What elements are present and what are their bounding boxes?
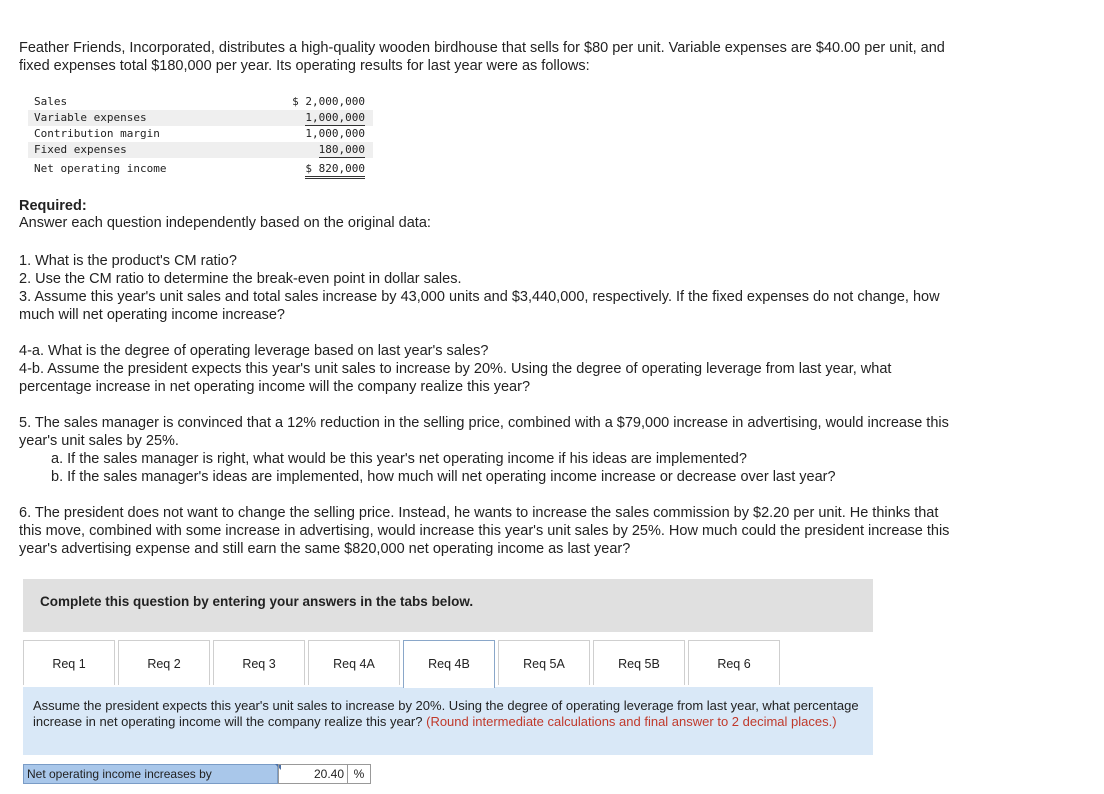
question-1: 1. What is the product's CM ratio? <box>19 253 237 269</box>
statement-row-fixed-expenses <box>28 142 373 158</box>
tab-question-text: Assume the president expects this year's unit sales to increase by 20%. Using the degree of operating leverage from last year, what percentage increase in net operating income will the company realize this year? <box>33 698 859 729</box>
statement-value: 1,000,000 <box>305 111 365 124</box>
question-6: 6. The president does not want to change the selling price. Instead, he wants to increase the sales commission by $2.20 per unit. He thinks that this move, combined with some increase in advertising, would increase this year's unit sales by 25%. How much could the president increase this year's advertising expense and still earn the same $820,000 net operating income as last year? <box>19 505 950 557</box>
statement-label: Net operating income <box>34 162 167 175</box>
tab-req-4b[interactable]: Req 4B <box>403 640 495 688</box>
question-4a: 4-a. What is the degree of operating leverage based on last year's sales? <box>19 343 489 359</box>
question-3: 3. Assume this year's unit sales and total sales increase by 43,000 units and $3,440,000, respectively. If the fixed expenses do not change, how much will net operating income increase? <box>19 289 940 323</box>
statement-label: Fixed expenses <box>34 143 127 156</box>
statement-label: Contribution margin <box>34 127 160 140</box>
question-5a: a. If the sales manager is right, what would be this year's net operating income if his ideas are implemented? <box>51 451 747 467</box>
tab-req-2[interactable]: Req 2 <box>118 640 210 685</box>
statement-value: 180,000 <box>318 143 365 156</box>
statement-value: 1,000,000 <box>305 127 365 140</box>
required-heading: Required: <box>19 198 87 214</box>
statement-row-net-operating-income <box>28 161 373 177</box>
tab-req-5b[interactable]: Req 5B <box>593 640 685 685</box>
tab-content <box>23 687 873 755</box>
tab-req-1[interactable]: Req 1 <box>23 640 115 685</box>
statement-row-sales <box>28 94 373 110</box>
rounding-note: (Round intermediate calculations and final answer to 2 decimal places.) <box>426 714 837 729</box>
question-5b: b. If the sales manager's ideas are implemented, how much will net operating income increase or decrease over last year? <box>51 469 836 485</box>
tab-req-5a[interactable]: Req 5A <box>498 640 590 685</box>
tab-req-6[interactable]: Req 6 <box>688 640 780 685</box>
question-5: 5. The sales manager is convinced that a 12% reduction in the selling price, combined with a $79,000 increase in advertising, would increase this year's unit sales by 25%. <box>19 415 949 449</box>
tab-req-3[interactable]: Req 3 <box>213 640 305 685</box>
statement-value: $ 2,000,000 <box>292 95 365 108</box>
answer-label: Net operating income increases by <box>23 764 278 784</box>
statement-label: Variable expenses <box>34 111 147 124</box>
statement-row-contribution-margin <box>28 126 373 142</box>
instruction-panel <box>23 579 873 632</box>
tab-question <box>33 698 863 730</box>
required-subtitle: Answer each question independently based on the original data: <box>19 215 431 231</box>
question-2: 2. Use the CM ratio to determine the break-even point in dollar sales. <box>19 271 462 287</box>
statement-label: Sales <box>34 95 68 108</box>
requirement-tabs <box>23 640 873 687</box>
problem-intro: Feather Friends, Incorporated, distributes a high-quality wooden birdhouse that sells for $80 per unit. Variable expenses are $40.00 per unit, and fixed expenses total $180,000 per year. Its operating results for last year were as follows: <box>19 40 945 74</box>
statement-value: $ 820,000 <box>305 162 365 179</box>
answer-input[interactable]: 20.40 <box>278 764 348 784</box>
question-4b: 4-b. Assume the president expects this year's unit sales to increase by 20%. Using the degree of operating leverage from last year, what percentage increase in net operating income will the company realize this year? <box>19 361 892 395</box>
tab-req-4a[interactable]: Req 4A <box>308 640 400 685</box>
instruction-text: Complete this question by entering your answers in the tabs below. <box>40 594 474 609</box>
percent-unit: % <box>348 764 371 784</box>
statement-row-variable-expenses <box>28 110 373 126</box>
